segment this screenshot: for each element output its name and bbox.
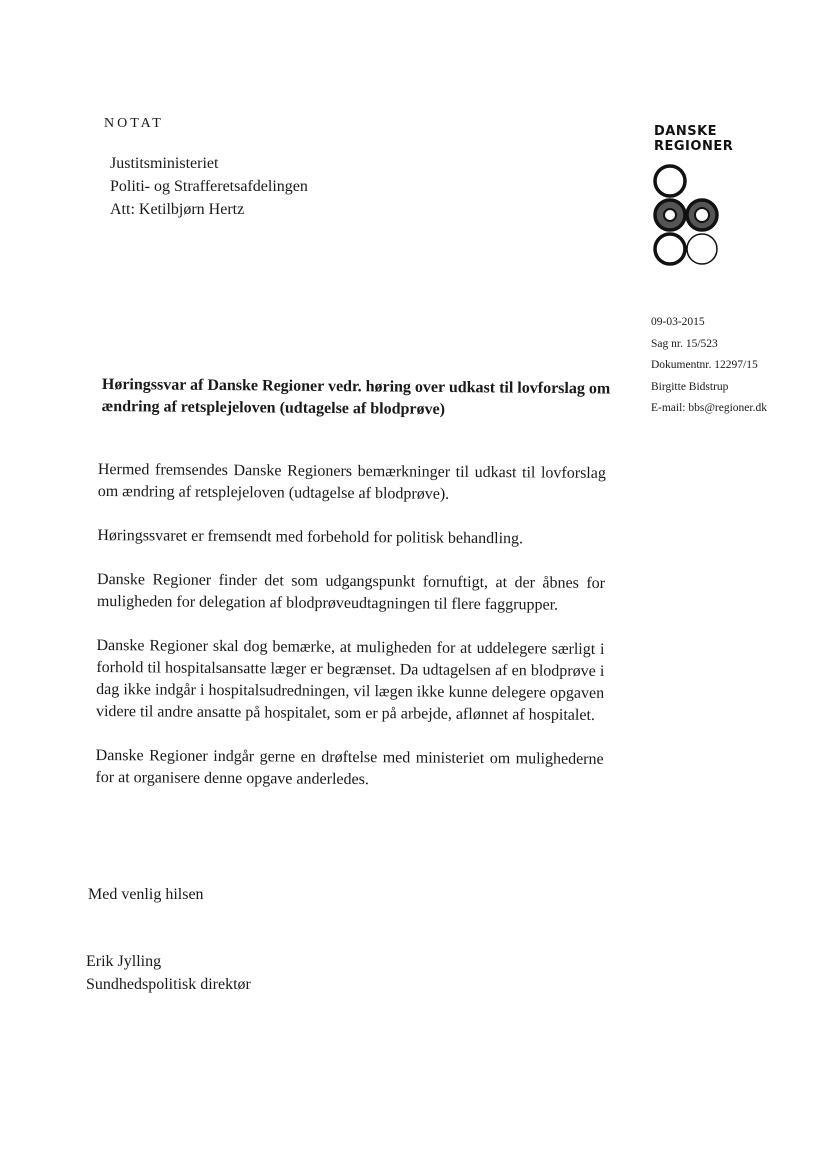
body-paragraph-5: Danske Regioner indgår gerne en drøftelse med ministeriet om mulighederne for at organisere denne opgave anderledes. bbox=[95, 746, 604, 789]
danske-regioner-logo bbox=[654, 124, 744, 269]
body-paragraph-3: Danske Regioner finder det som udgangspunkt fornuftigt, at der åbnes for muligheden for delegation af blodprøveudtagningen til flere faggrupper. bbox=[96, 570, 606, 614]
body-paragraph-2: Høringssvaret er fremsendt med forbehold for politisk behandling. bbox=[97, 526, 524, 548]
recipient-block bbox=[110, 152, 308, 221]
body-paragraph-4: Danske Regioner skal dog bemærke, at muligheden for at uddelegere særligt i forhold til hospitalsansatte læger er begrænset. Da udtagelsen af en blodprøve i dag ikke indgår i hospitalsudredningen, vil lægen ikke kunne delegere opgaven videre til andre ansatte på hospitalet, som er på arbejde, aflønnet af hospitalet. bbox=[95, 636, 605, 724]
signer-title: Sundhedspolitisk direktør bbox=[86, 976, 251, 993]
meta-author: Birgitte Bidstrup bbox=[651, 380, 729, 393]
meta-email: E-mail: bbs@regioner.dk bbox=[651, 402, 767, 414]
meta-document-number: Dokumentnr. 12297/15 bbox=[651, 359, 758, 371]
logo-circles-icon bbox=[652, 161, 732, 269]
recipient-line-ministry: Justitsministeriet bbox=[110, 155, 219, 172]
signer-name: Erik Jylling bbox=[86, 953, 162, 970]
document-type-label: NOTAT bbox=[104, 116, 164, 131]
body-paragraph-1: Hermed fremsendes Danske Regioners bemærkninger til udkast til lovforslag om ændring af retsplejeloven (udtagelse af blodprøve). bbox=[97, 460, 606, 503]
recipient-line-attention: Att: Ketilbjørn Hertz bbox=[110, 201, 245, 218]
recipient-line-department: Politi- og Strafferetsafdelingen bbox=[110, 178, 308, 195]
signature-block bbox=[86, 950, 251, 996]
document-metadata bbox=[651, 312, 767, 420]
logo-text-line2: REGIONER bbox=[654, 139, 734, 154]
letter-body bbox=[95, 459, 606, 815]
meta-case-number: Sag nr. 15/523 bbox=[651, 337, 718, 350]
logo-text bbox=[654, 124, 744, 154]
closing-salutation: Med venlig hilsen bbox=[88, 886, 204, 903]
logo-text-line1: DANSKE bbox=[654, 124, 718, 139]
letter-subject: Høringssvar af Danske Regioner vedr. høring over udkast til lovforslag om ændring af retsplejeloven (udtagelse af blodprøve) bbox=[101, 375, 611, 418]
meta-date: 09-03-2015 bbox=[651, 316, 705, 328]
